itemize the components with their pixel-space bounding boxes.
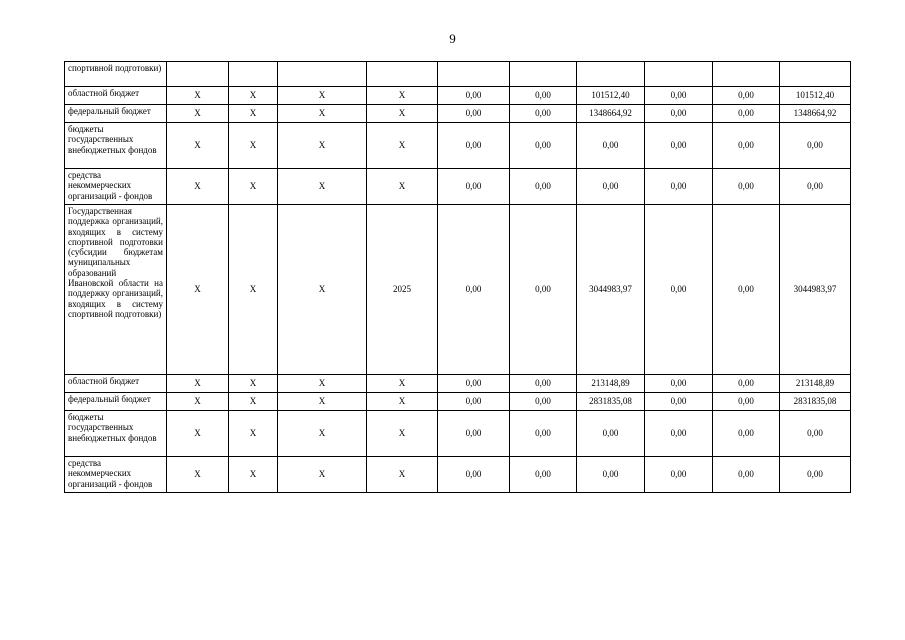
table-cell: 2831835,08 — [577, 393, 645, 411]
table-cell — [577, 62, 645, 87]
row-label: спортивной подготовки) — [65, 62, 167, 87]
table-cell: X — [167, 457, 229, 493]
table-cell: 213148,89 — [577, 375, 645, 393]
table-cell: X — [229, 87, 278, 105]
budget-table — [64, 61, 851, 493]
table-cell: 0,00 — [713, 205, 780, 375]
table-cell: X — [367, 393, 438, 411]
table-cell: X — [167, 205, 229, 375]
table-cell: X — [167, 169, 229, 205]
table-cell: 0,00 — [438, 393, 510, 411]
table-cell: X — [278, 375, 367, 393]
table-cell: 1348664,92 — [577, 105, 645, 123]
table-row — [65, 87, 851, 105]
table-cell: 0,00 — [645, 375, 713, 393]
table-cell — [713, 62, 780, 87]
table-cell: 0,00 — [510, 87, 577, 105]
table-cell: 0,00 — [713, 87, 780, 105]
table-cell — [645, 62, 713, 87]
table-cell: 0,00 — [780, 123, 851, 169]
table-cell: X — [229, 169, 278, 205]
table-cell: X — [367, 411, 438, 457]
table-cell: 0,00 — [510, 123, 577, 169]
table-cell: 0,00 — [577, 123, 645, 169]
table-cell: 0,00 — [645, 105, 713, 123]
table-cell: X — [367, 375, 438, 393]
table-cell: X — [167, 375, 229, 393]
table-cell — [229, 62, 278, 87]
table-row — [65, 205, 851, 375]
table-cell: 2831835,08 — [780, 393, 851, 411]
table-cell: 101512,40 — [577, 87, 645, 105]
table-cell: 0,00 — [438, 105, 510, 123]
table-cell — [438, 62, 510, 87]
table-row — [65, 411, 851, 457]
table-cell: X — [229, 205, 278, 375]
table-cell: 0,00 — [645, 205, 713, 375]
table-cell: 0,00 — [645, 393, 713, 411]
row-label: Государственная поддержка организаций, входящих в систему спортивной подготовки (субсидии бюджетам муниципальных образований Ивановской области на поддержку организаций, входящих в систему спортивной подготовки) — [65, 205, 167, 375]
table-cell: X — [278, 87, 367, 105]
table-cell: 0,00 — [510, 105, 577, 123]
table-row — [65, 169, 851, 205]
table-cell: 0,00 — [438, 411, 510, 457]
table-cell: X — [278, 205, 367, 375]
table-cell: 3044983,97 — [577, 205, 645, 375]
table-cell: X — [278, 123, 367, 169]
table-cell: 0,00 — [438, 205, 510, 375]
table-cell: X — [167, 105, 229, 123]
row-label: средства некоммерческих организаций - фондов — [65, 169, 167, 205]
table-cell: X — [278, 169, 367, 205]
table-cell: 0,00 — [780, 411, 851, 457]
table-cell: 0,00 — [577, 411, 645, 457]
row-label: средства некоммерческих организаций - фондов — [65, 457, 167, 493]
table-cell: 2025 — [367, 205, 438, 375]
table-cell: X — [167, 411, 229, 457]
table-cell: X — [278, 457, 367, 493]
table-cell: 3044983,97 — [780, 205, 851, 375]
table-cell: 0,00 — [780, 169, 851, 205]
table-cell: X — [167, 123, 229, 169]
table-row — [65, 105, 851, 123]
table-cell: 0,00 — [645, 411, 713, 457]
table-cell: X — [367, 457, 438, 493]
table-cell: 0,00 — [510, 205, 577, 375]
table-cell: 101512,40 — [780, 87, 851, 105]
table-cell: 0,00 — [438, 169, 510, 205]
table-cell: 0,00 — [438, 123, 510, 169]
row-label: федеральный бюджет — [65, 393, 167, 411]
table-cell: X — [229, 375, 278, 393]
table-cell: 0,00 — [510, 169, 577, 205]
table-cell: X — [367, 105, 438, 123]
table-cell: 0,00 — [713, 457, 780, 493]
table-cell: X — [229, 123, 278, 169]
table-cell: 0,00 — [645, 169, 713, 205]
row-label: федеральный бюджет — [65, 105, 167, 123]
table-row — [65, 375, 851, 393]
table-cell: X — [278, 105, 367, 123]
table-row — [65, 123, 851, 169]
row-label: бюджеты государственных внебюджетных фондов — [65, 411, 167, 457]
table-cell — [510, 62, 577, 87]
table-cell: 0,00 — [438, 457, 510, 493]
table-cell: X — [167, 87, 229, 105]
table-cell: 213148,89 — [780, 375, 851, 393]
table-row — [65, 457, 851, 493]
table-cell: X — [278, 411, 367, 457]
table-cell: 0,00 — [577, 169, 645, 205]
table-row — [65, 393, 851, 411]
table-cell — [278, 62, 367, 87]
table-cell: X — [167, 393, 229, 411]
table-cell: X — [229, 457, 278, 493]
table-cell: X — [367, 87, 438, 105]
table-cell: 0,00 — [577, 457, 645, 493]
table-cell: 0,00 — [713, 411, 780, 457]
table-cell: X — [278, 393, 367, 411]
table-cell: 0,00 — [713, 105, 780, 123]
table-cell: 0,00 — [645, 457, 713, 493]
table-cell — [780, 62, 851, 87]
table-cell: 0,00 — [510, 393, 577, 411]
table-cell: X — [229, 393, 278, 411]
table-cell: 0,00 — [645, 123, 713, 169]
table-cell: X — [229, 411, 278, 457]
row-label: бюджеты государственных внебюджетных фондов — [65, 123, 167, 169]
table-cell: 0,00 — [438, 375, 510, 393]
table-cell: X — [229, 105, 278, 123]
table-cell — [367, 62, 438, 87]
table-row — [65, 62, 851, 87]
table-cell: 0,00 — [713, 169, 780, 205]
table-cell: 1348664,92 — [780, 105, 851, 123]
table-cell: 0,00 — [713, 393, 780, 411]
table-cell: 0,00 — [510, 457, 577, 493]
row-label: областной бюджет — [65, 375, 167, 393]
table-cell: X — [367, 123, 438, 169]
table-cell: 0,00 — [510, 411, 577, 457]
table-cell: 0,00 — [780, 457, 851, 493]
page-number: 9 — [449, 31, 456, 46]
table-cell: 0,00 — [438, 87, 510, 105]
table-cell: 0,00 — [713, 123, 780, 169]
table-cell: 0,00 — [510, 375, 577, 393]
table-cell: 0,00 — [645, 87, 713, 105]
table-cell: X — [367, 169, 438, 205]
row-label: областной бюджет — [65, 87, 167, 105]
table-cell — [167, 62, 229, 87]
table-cell: 0,00 — [713, 375, 780, 393]
